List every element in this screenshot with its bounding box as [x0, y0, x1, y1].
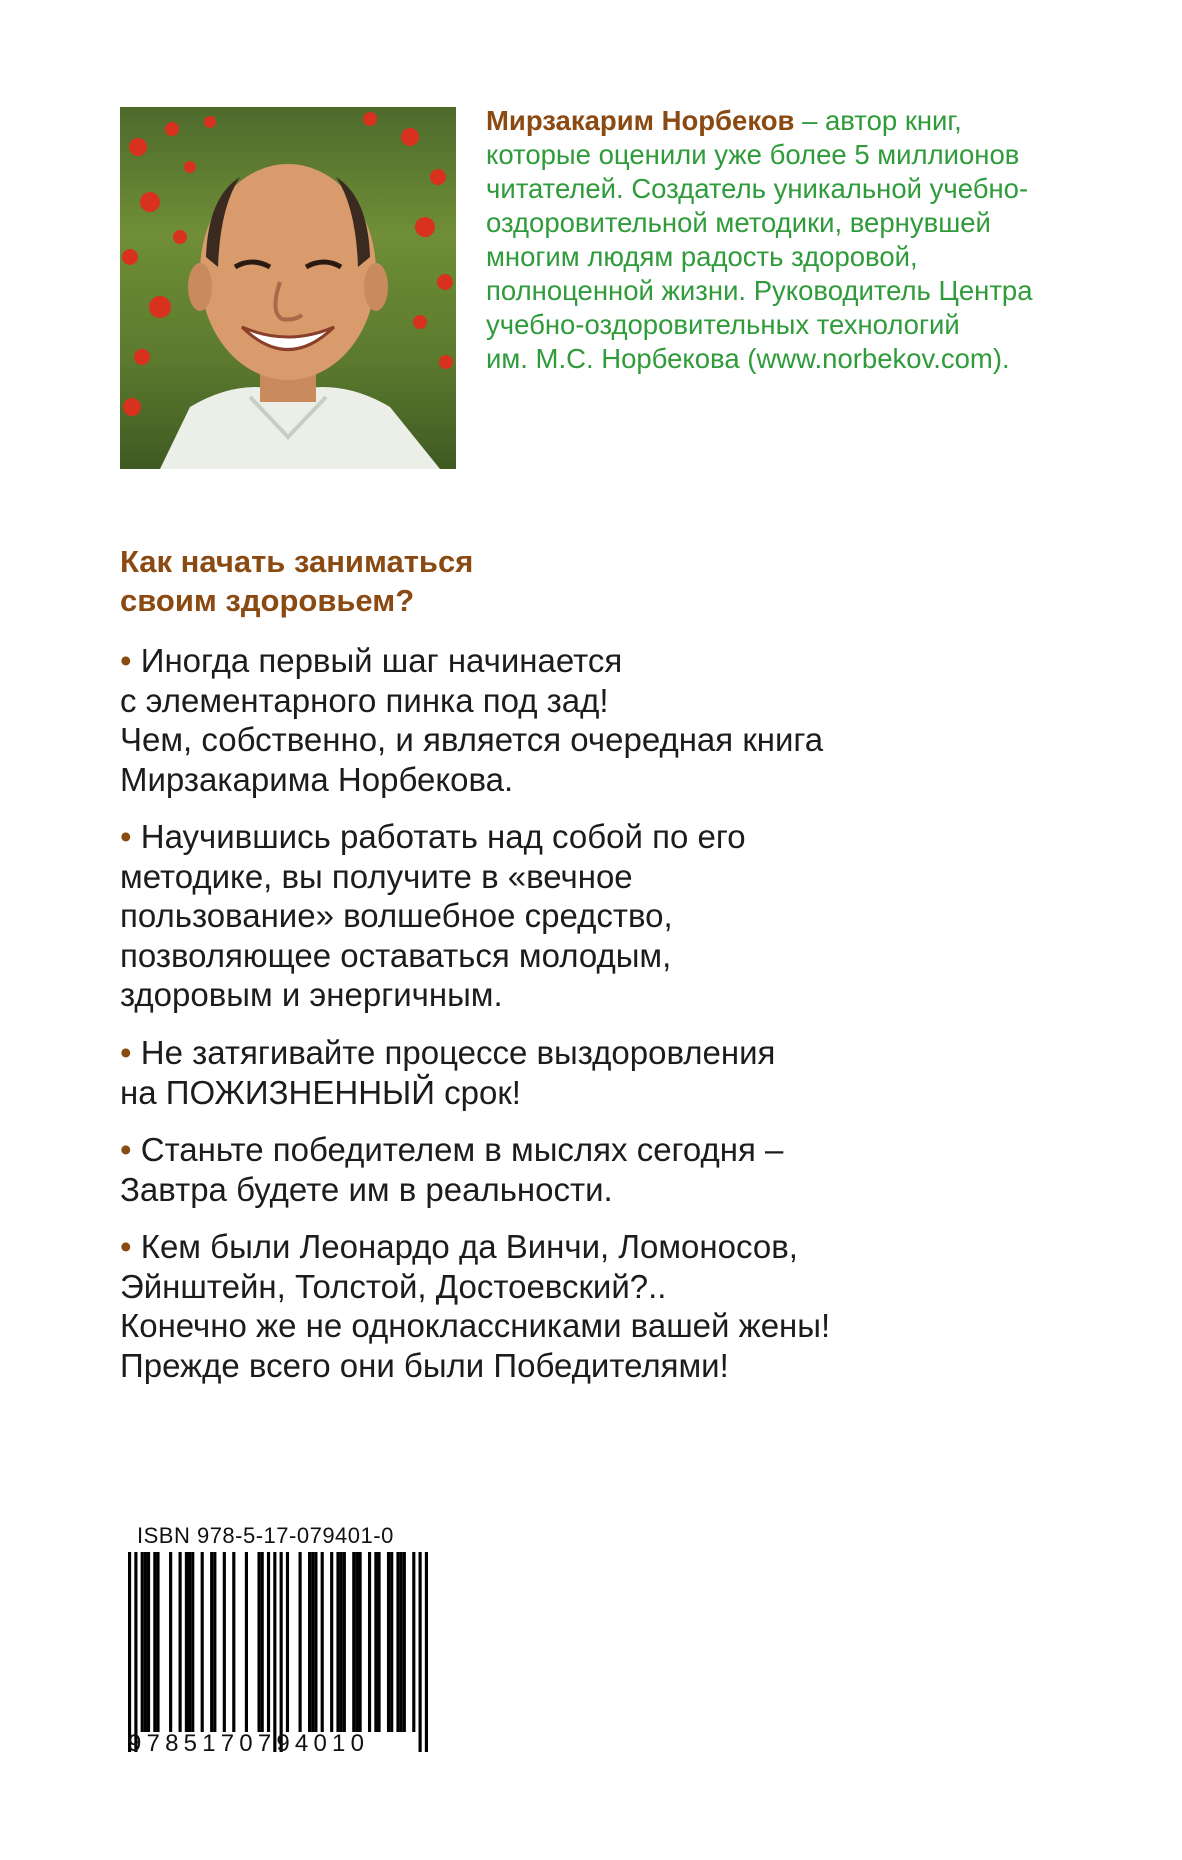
- barcode-bar: [355, 1552, 358, 1732]
- barcode-bar: [352, 1552, 355, 1732]
- barcode-bar: [273, 1552, 276, 1752]
- barcode-bar: [321, 1552, 324, 1732]
- para-line: с элементарного пинка под зад!: [120, 681, 609, 719]
- barcode-bar: [314, 1552, 317, 1732]
- barcode-bar: [419, 1552, 422, 1752]
- barcode-bar: [374, 1552, 377, 1732]
- isbn-barcode: [128, 1552, 428, 1752]
- para-line: Научившись работать над собой по его: [140, 818, 746, 855]
- barcode-bar: [153, 1552, 156, 1732]
- barcode-bar: [403, 1552, 406, 1732]
- bio-line: оздоровительной методики, вернувшей: [486, 207, 991, 238]
- barcode-bar: [245, 1552, 248, 1732]
- para-line: Конечно же не одноклассниками вашей жены!: [120, 1307, 831, 1344]
- barcode-bar: [308, 1552, 311, 1732]
- heading-line: Как начать заниматься: [120, 544, 474, 579]
- barcode-bar: [387, 1552, 390, 1732]
- barcode-bar: [343, 1552, 346, 1732]
- barcode-bar: [185, 1552, 188, 1732]
- para-line: Станьте победителем в мыслях сегодня –: [140, 1131, 784, 1168]
- bullet-paragraph: [120, 817, 1000, 1015]
- author-bio: [486, 104, 1086, 376]
- para-line: Не затягивайте процессе выздоровления: [140, 1034, 776, 1071]
- barcode-bar: [232, 1552, 235, 1732]
- bullet-paragraph: [120, 1130, 1000, 1209]
- barcode-bar: [144, 1552, 147, 1732]
- barcode-bar: [188, 1552, 191, 1732]
- para-line: здоровым и энергичным.: [120, 976, 503, 1013]
- barcode-bar: [412, 1552, 415, 1732]
- para-line: позволяющее оставаться молодым,: [120, 936, 672, 974]
- bullet-icon: •: [120, 1131, 132, 1168]
- barcode-bar: [400, 1552, 403, 1732]
- barcode-bar: [267, 1552, 270, 1732]
- para-line: методике, вы получите в «вечное: [120, 857, 633, 895]
- barcode-bar: [191, 1552, 194, 1732]
- barcode-bar: [311, 1552, 314, 1732]
- barcode-bar: [336, 1552, 339, 1732]
- barcode-bar: [286, 1552, 289, 1732]
- para-line: Чем, собственно, и является очередная книга: [120, 721, 824, 758]
- barcode-bar: [156, 1552, 159, 1732]
- bullet-icon: •: [120, 642, 132, 679]
- isbn-label: ISBN 978-5-17-079401-0: [137, 1523, 394, 1548]
- bullet-paragraph: [120, 1227, 1000, 1385]
- barcode-bar: [396, 1552, 399, 1732]
- barcode-bar: [134, 1552, 137, 1752]
- barcode-bar: [368, 1552, 371, 1732]
- bio-line: многим людям радость здоровой,: [486, 241, 918, 272]
- barcode-bar: [169, 1552, 172, 1732]
- para-line: Эйнштейн, Толстой, Достоевский?..: [120, 1267, 667, 1305]
- barcode-bar: [128, 1552, 131, 1752]
- para-line: Кем были Леонардо да Винчи, Ломоносов,: [140, 1228, 798, 1265]
- para-line: Иногда первый шаг начинается: [140, 642, 623, 679]
- para-line: пользование» волшебное средство,: [120, 897, 673, 934]
- bullet-paragraph: [120, 641, 1000, 799]
- barcode-bar: [340, 1552, 343, 1732]
- para-line: Завтра будете им в реальности.: [120, 1170, 613, 1208]
- section-heading: [120, 542, 640, 620]
- barcode-bar: [201, 1552, 204, 1732]
- bullet-icon: •: [120, 1228, 132, 1265]
- barcode-bar: [179, 1552, 182, 1732]
- bullet-paragraph: [120, 1033, 1000, 1112]
- bio-line: полноценной жизни. Руководитель Центра: [486, 275, 1033, 306]
- barcode-bar: [359, 1552, 362, 1732]
- barcode-bar: [223, 1552, 226, 1732]
- bio-line: читателей. Создатель уникальной учебно-: [486, 173, 1029, 204]
- para-line: Мирзакарима Норбекова.: [120, 760, 514, 798]
- bullet-icon: •: [120, 818, 132, 855]
- barcode-bar: [390, 1552, 393, 1732]
- barcode-bar: [425, 1552, 428, 1752]
- bio-line: которые оценили уже более 5 миллионов: [486, 139, 1020, 170]
- barcode-bar: [210, 1552, 213, 1732]
- author-photo: [120, 107, 456, 469]
- barcode-bar: [213, 1552, 216, 1732]
- author-name: Мирзакарим Норбеков: [486, 105, 795, 136]
- barcode-bar: [299, 1552, 302, 1732]
- para-line: Прежде всего они были Победителями!: [120, 1346, 729, 1384]
- barcode-bar: [280, 1552, 283, 1752]
- bio-line: – автор книг,: [794, 105, 962, 136]
- bio-line: учебно-оздоровительных технологий: [486, 309, 960, 340]
- barcode-bar: [257, 1552, 260, 1732]
- barcode-bar: [377, 1552, 380, 1732]
- barcode-bar: [147, 1552, 150, 1732]
- heading-line: своим здоровьем?: [120, 583, 415, 618]
- bullet-icon: •: [120, 1034, 132, 1071]
- barcode-digits: 9785170794010: [128, 1730, 370, 1757]
- para-line: на ПОЖИЗНЕННЫЙ срок!: [120, 1073, 521, 1111]
- barcode-bar: [141, 1552, 144, 1732]
- barcode-bar: [330, 1552, 333, 1732]
- bio-line: им. М.С. Норбекова (www.norbekov.com).: [486, 343, 1010, 374]
- barcode-bar: [261, 1552, 264, 1732]
